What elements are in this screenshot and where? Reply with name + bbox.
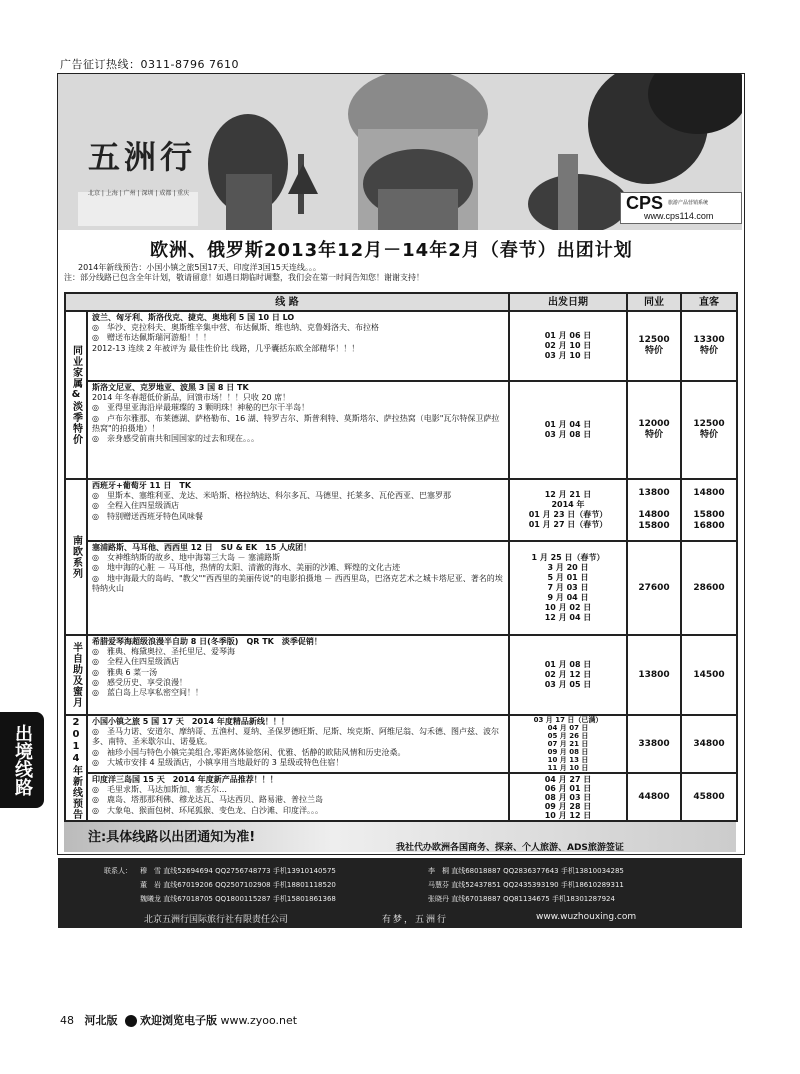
price: 14800 (638, 510, 670, 520)
price-note: 特价 (644, 430, 663, 440)
header-route: 线 路 (65, 293, 509, 311)
date: 07 月 21 日 (547, 740, 589, 748)
direct-price-cell (681, 381, 737, 479)
date: 01 月 04 日 (544, 420, 592, 429)
price: 14500 (693, 669, 725, 680)
dates-cell (509, 715, 627, 773)
group-label: 同业家属&淡季特价 (65, 311, 87, 479)
price: 15800 (638, 521, 670, 531)
route-line: 2014 年冬春超低价新品，回馈市场！！！只收 20 席！ (92, 393, 291, 403)
route-title: 斯洛文尼亚、克罗地亚、波黑 3 国 8 日 TK (92, 383, 249, 392)
route-row (87, 479, 509, 541)
header-direct-price: 直客 (681, 293, 737, 311)
promo-icon (125, 1015, 137, 1027)
contact-entry: 魏曦龙 直线67018705 QQ1800115287 手机15801861368 (140, 895, 336, 903)
route-line: ◎ 地中海最大的岛屿、"教父""西西里的美丽传说"的电影拍摄地 － 西西里岛，巴洛克艺术之城卡塔尼亚、著名的埃特纳火山 (92, 573, 503, 593)
date: 02 月 10 日 (544, 341, 592, 350)
dates-cell (509, 635, 627, 715)
contact-entry: 穆 雪 直线52694694 QQ2756748773 手机13910140575 (140, 867, 336, 875)
section-tab: 出境线路 (0, 712, 44, 808)
group-label: 半自助及蜜月 (65, 635, 87, 715)
peer-price-cell (627, 635, 681, 715)
date: 01 月 06 日 (544, 331, 592, 340)
date: 01 月 23 日（春节） (528, 510, 608, 519)
route-line: ◎ 特别赠送西班牙特色风味餐 (92, 511, 203, 521)
date: 3 月 20 日 (547, 563, 589, 572)
route-line: ◎ 毛里求斯、马达加斯加、塞舌尔… (92, 785, 227, 795)
schedule-notice: 注：部分线路已包含全年计划，敬请留意！如遇日期临时调整，我们会在第一时间告知您！谢谢支持！ (64, 273, 424, 282)
cps-logo: CPS (626, 193, 664, 213)
new-route-notice: 2014年新线预告：小国小镇之旅5国17天、印度洋3国15天连线。。。 (78, 263, 321, 272)
route-title: 波兰、匈牙利、斯洛伐克、捷克、奥地利 5 国 10 日 LO (92, 313, 295, 322)
date: 09 月 08 日 (547, 748, 589, 756)
site-url[interactable]: www.zyoo.net (220, 1014, 298, 1027)
page-footer (60, 1012, 297, 1028)
price: 12500 (693, 419, 725, 429)
route-line: ◎ 雅典 6 菜一汤 (92, 667, 158, 677)
peer-price-cell (627, 715, 681, 773)
route-row (87, 541, 509, 635)
route-line: ◎ 鹿岛、塔那那利佛、穆龙达瓦、马达西贝、路易港、普拉兰岛 (92, 795, 323, 805)
route-title: 印度洋三岛国 15 天 2014 年度新产品推荐！！！ (92, 775, 278, 784)
peer-price-cell (627, 381, 681, 479)
route-line: ◎ 感受历史、享受浪漫！ (92, 677, 187, 687)
date: 7 月 03 日 (547, 583, 589, 592)
header-dates: 出发日期 (509, 293, 627, 311)
route-line: ◎ 亲身感受前南共和国国家的过去和现在。。。 (92, 434, 259, 444)
ad-hotline: 广告征订热线：0311-8796 7610 (60, 58, 239, 71)
date: 9 月 04 日 (547, 593, 589, 602)
route-line: ◎ 卢布尔雅那、布莱德湖、萨格勒布、16 湖、特罗吉尔、斯普利特、莫斯塔尔、萨拉热窝（电影"瓦尔特保卫萨拉热窝"的拍摄地）！ (92, 413, 500, 433)
price (628, 499, 680, 510)
price: 13800 (638, 488, 670, 498)
route-line: ◎ 蓝白岛上尽享私密空间！！ (92, 688, 203, 698)
date: 10 月 13 日 (547, 756, 589, 764)
route-row (87, 773, 509, 821)
cps-subtitle: 旅游产品营销系统 (668, 200, 709, 206)
contacts-label: 联系人： (104, 867, 132, 875)
price-note: 特价 (699, 346, 718, 356)
route-line: ◎ 全程入住四星级酒店 (92, 501, 179, 511)
date: 1 月 25 日（春节） (531, 553, 605, 562)
date: 05 月 26 日 (547, 732, 589, 740)
date: 02 月 12 日 (544, 670, 592, 679)
contact-entry: 李 桐 直线68018887 QQ2836377643 手机13810034285 (428, 867, 624, 875)
company-slogan: 有梦，五洲行 (382, 915, 449, 925)
price: 28600 (693, 582, 725, 593)
peer-price-cell (627, 311, 681, 381)
route-line: ◎ 赠送布达佩斯瑞河游船！！！ (92, 333, 211, 343)
route-title: 希腊爱琴海超级浪漫半自助 8 日(冬季版) QR TK 淡季促销！ (92, 637, 322, 646)
direct-price-cell (681, 773, 737, 821)
price-note: 特价 (644, 346, 663, 356)
visa-services: 我社代办欧洲各国商务、探亲、个人旅游、ADS旅游签证 (396, 843, 624, 853)
direct-price-cell (681, 311, 737, 381)
route-line: ◎ 地中海的心脏 － 马耳他，热情的太阳、清澈的海水、美丽的沙滩、辉煌的文化古迹 (92, 563, 401, 573)
price: 12500 (638, 335, 670, 345)
direct-price-cell (681, 541, 737, 635)
date: 01 月 08 日 (544, 660, 592, 669)
tour-table (64, 292, 738, 822)
route-title: 塞浦路斯、马耳他、西西里 12 日 SU & EK 15 人成团！ (92, 543, 312, 552)
page-title: 欧洲、俄罗斯2013年12月－14年2月（春节）出团计划 (150, 240, 633, 261)
dates-cell (509, 381, 627, 479)
direct-price-cell (681, 635, 737, 715)
route-line: ◎ 亚得里亚海沿岸最璀璨的 3 颗明珠！神秘的巴尔干半岛！ (92, 403, 310, 413)
date: 10 月 12 日 (544, 810, 592, 820)
date: 04 月 07 日 (547, 724, 589, 732)
dates-cell (509, 773, 627, 821)
note-main: 注:具体线路以出团通知为准! (88, 830, 256, 845)
logo-cities: 北京 | 上海 | 广州 | 深圳 | 成都 | 重庆 (88, 190, 190, 197)
date: 5 月 01 日 (547, 573, 589, 582)
date: 03 月 17 日（已满） (533, 716, 603, 724)
route-title: 西班牙+葡萄牙 11 日 TK (92, 481, 192, 490)
route-row (87, 635, 509, 715)
dates-cell (509, 479, 627, 541)
price: 16800 (693, 521, 725, 531)
route-line: ◎ 圣马力诺、安道尔、摩纳哥、五渔村、夏纳、圣保罗德旺斯、尼斯、埃克斯、阿维尼翁、勾禾德、图卢兹、波尔多、南特、圣米歇尔山、诺曼底。 (92, 727, 499, 747)
date: 01 月 27 日（春节） (528, 520, 608, 529)
price: 44800 (638, 791, 670, 802)
date: 10 月 02 日 (544, 603, 592, 612)
route-line: ◎ 大城市安排 4 星级酒店，小镇享用当地最好的 3 星级或特色住宿！ (92, 757, 344, 767)
cps-url: www.cps114.com (644, 211, 714, 221)
price: 13300 (693, 335, 725, 345)
route-title: 小国小镇之旅 5 国 17 天 2014 年度精品新线！！！ (92, 717, 289, 726)
price: 45800 (693, 791, 725, 802)
price: 13800 (638, 669, 670, 680)
route-line: ◎ 女神维纳斯的故乡、地中海第三大岛 － 塞浦路斯 (92, 553, 281, 563)
page-number: 48 (60, 1014, 74, 1027)
route-line: 2012-13 连续 2 年被评为 最佳性价比 线路，几乎囊括东欧全部精华！！！ (92, 343, 360, 353)
route-line: ◎ 大象龟、猴面包树、环尾狐猴、变色龙、白沙滩、印度洋。。。 (92, 805, 323, 815)
price: 27600 (638, 582, 670, 593)
edition-label: 河北版 (84, 1014, 118, 1027)
price: 15800 (693, 510, 725, 520)
promo-text: 欢迎浏览电子版 (140, 1014, 217, 1027)
date: 03 月 10 日 (544, 351, 592, 360)
price: 33800 (638, 738, 670, 749)
price: 12000 (638, 419, 670, 429)
route-row (87, 311, 509, 381)
route-line: ◎ 袖珍小国与特色小镇完美组合,零距离体验悠闲、优雅、恬静的欧陆风情和历史沧桑。 (92, 747, 406, 757)
company-url[interactable]: www.wuzhouxing.com (536, 912, 637, 922)
group-label: 2014年新线预告 (65, 715, 87, 821)
route-line: ◎ 全程入住四星级酒店 (92, 657, 179, 667)
peer-price-cell (627, 479, 681, 541)
date: 08 月 03 日 (544, 792, 592, 802)
date: 03 月 08 日 (544, 430, 592, 439)
date: 11 月 10 日 (547, 764, 589, 772)
route-row (87, 381, 509, 479)
dates-cell (509, 311, 627, 381)
header-peer-price: 同业 (627, 293, 681, 311)
date: 2014 年 (551, 500, 585, 509)
route-line: ◎ 华沙、克拉科夫、奥斯维辛集中营、布达佩斯、维也纳、克鲁姆洛夫、布拉格 (92, 323, 379, 333)
company-name: 北京五洲行国际旅行社有限责任公司 (144, 915, 289, 925)
date: 12 月 21 日 (544, 490, 592, 499)
peer-price-cell (627, 773, 681, 821)
dates-cell (509, 541, 627, 635)
contact-entry: 马慧芬 直线52437851 QQ2435393190 手机18610289311 (428, 881, 624, 889)
direct-price-cell (681, 479, 737, 541)
direct-price-cell (681, 715, 737, 773)
contact-entry: 董 岩 直线67019206 QQ2507102908 手机18801118520 (140, 881, 336, 889)
wuzhouxing-logo: 五洲行 (88, 138, 197, 176)
date: 09 月 28 日 (544, 801, 592, 811)
price (682, 499, 736, 510)
date: 04 月 27 日 (544, 774, 592, 784)
group-label: 南欧系列 (65, 479, 87, 635)
contact-entry: 张晓丹 直线67018887 QQ81134675 手机18301287924 (428, 895, 615, 903)
date: 06 月 01 日 (544, 783, 592, 793)
peer-price-cell (627, 541, 681, 635)
route-line: ◎ 里斯本、塞维利亚、龙达、米哈斯、格拉纳达、科尔多瓦、马德里、托莱多、瓦伦西亚、巴塞罗那 (92, 491, 451, 501)
date: 12 月 04 日 (544, 613, 592, 622)
price-note: 特价 (699, 430, 718, 440)
date: 03 月 05 日 (544, 680, 592, 689)
route-line: ◎ 雅典、梅黛奥拉、圣托里尼、爱琴海 (92, 647, 235, 657)
route-row (87, 715, 509, 773)
price: 34800 (693, 738, 725, 749)
price: 14800 (693, 488, 725, 498)
